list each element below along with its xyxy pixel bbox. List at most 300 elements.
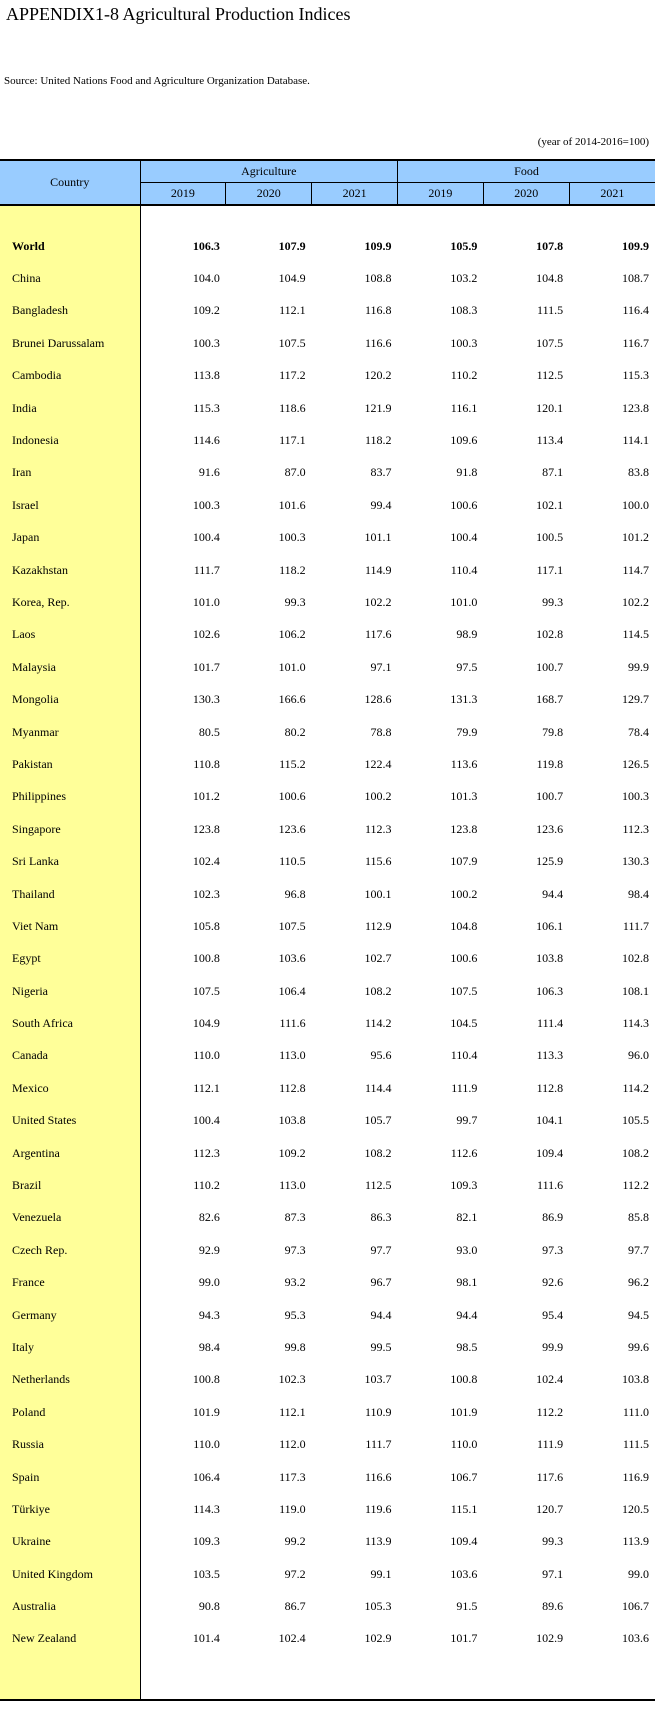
table-row bbox=[0, 1461, 655, 1493]
country-name: Sri Lanka bbox=[0, 845, 140, 877]
index-value: 97.2 bbox=[284, 1566, 306, 1581]
index-value: 114.9 bbox=[364, 562, 392, 577]
index-value: 103.6 bbox=[450, 1566, 478, 1581]
index-value: 115.1 bbox=[450, 1501, 478, 1516]
index-value: 131.3 bbox=[450, 692, 478, 707]
index-value: 109.4 bbox=[450, 1534, 478, 1549]
table-row bbox=[0, 619, 655, 651]
index-value: 117.2 bbox=[279, 368, 306, 383]
index-value: 99.3 bbox=[542, 594, 564, 609]
index-value: 113.4 bbox=[536, 433, 564, 448]
country-name: Canada bbox=[0, 1040, 140, 1072]
index-value: 106.7 bbox=[450, 1469, 478, 1484]
index-value: 98.4 bbox=[198, 1339, 220, 1354]
country-name: Myanmar bbox=[0, 716, 140, 748]
table-row bbox=[0, 1040, 655, 1072]
country-name: United Kingdom bbox=[0, 1558, 140, 1590]
index-value: 79.8 bbox=[542, 724, 564, 739]
index-value: 101.9 bbox=[450, 1404, 478, 1419]
index-value: 111.7 bbox=[365, 1437, 392, 1452]
index-value: 101.2 bbox=[622, 530, 649, 545]
table-row bbox=[0, 1202, 655, 1234]
index-value: 112.5 bbox=[536, 368, 564, 383]
index-value: 117.1 bbox=[279, 433, 306, 448]
index-value: 98.9 bbox=[456, 627, 478, 642]
index-value: 111.9 bbox=[537, 1437, 564, 1452]
country-name: Brunei Darussalam bbox=[0, 327, 140, 359]
index-value: 107.8 bbox=[536, 238, 564, 253]
index-value: 113.3 bbox=[536, 1048, 564, 1063]
index-value: 92.9 bbox=[198, 1242, 220, 1257]
index-value: 117.3 bbox=[279, 1469, 306, 1484]
table-row bbox=[0, 943, 655, 975]
country-column-header: Country bbox=[0, 160, 140, 205]
index-value: 107.9 bbox=[450, 854, 478, 869]
country-name: Bangladesh bbox=[0, 295, 140, 327]
country-name: Argentina bbox=[0, 1137, 140, 1169]
index-value: 87.1 bbox=[542, 465, 564, 480]
index-value: 109.6 bbox=[450, 433, 478, 448]
table-row bbox=[0, 392, 655, 424]
index-value: 108.8 bbox=[364, 271, 392, 286]
table-row bbox=[0, 554, 655, 586]
index-value: 87.0 bbox=[284, 465, 306, 480]
table-row bbox=[0, 1299, 655, 1331]
index-value: 91.5 bbox=[456, 1599, 478, 1614]
index-value: 111.7 bbox=[622, 918, 649, 933]
table-row bbox=[0, 1526, 655, 1558]
index-value: 107.5 bbox=[536, 335, 564, 350]
index-value: 99.4 bbox=[370, 497, 392, 512]
index-value: 123.8 bbox=[192, 821, 220, 836]
index-value: 82.1 bbox=[456, 1210, 478, 1225]
index-value: 100.4 bbox=[450, 530, 478, 545]
index-value: 115.6 bbox=[364, 854, 392, 869]
index-value: 105.9 bbox=[450, 238, 478, 253]
table-row bbox=[0, 1234, 655, 1266]
index-value: 113.8 bbox=[193, 368, 220, 383]
index-value: 130.3 bbox=[192, 692, 220, 707]
index-value: 106.4 bbox=[192, 1469, 220, 1484]
index-value: 100.8 bbox=[192, 951, 220, 966]
table-row bbox=[0, 586, 655, 618]
page-title: APPENDIX1-8 Agricultural Production Indices bbox=[6, 4, 351, 24]
index-value: 105.7 bbox=[364, 1113, 392, 1128]
index-value: 83.7 bbox=[370, 465, 392, 480]
index-value: 100.3 bbox=[622, 789, 649, 804]
index-value: 106.3 bbox=[192, 238, 220, 253]
index-value: 116.6 bbox=[364, 335, 392, 350]
index-value: 102.1 bbox=[536, 497, 564, 512]
country-name: Egypt bbox=[0, 943, 140, 975]
index-value: 103.6 bbox=[622, 1631, 649, 1646]
table-row bbox=[0, 845, 655, 877]
index-value: 104.0 bbox=[192, 271, 220, 286]
index-value: 89.6 bbox=[542, 1599, 564, 1614]
agriculture-group-header: Agriculture bbox=[140, 160, 398, 183]
index-value: 112.6 bbox=[450, 1145, 478, 1160]
index-value: 93.0 bbox=[456, 1242, 478, 1257]
year-column-header: 2020 bbox=[483, 183, 569, 206]
index-value: 168.7 bbox=[536, 692, 564, 707]
table-row bbox=[0, 1267, 655, 1299]
index-value: 100.4 bbox=[192, 530, 220, 545]
index-value: 123.6 bbox=[536, 821, 564, 836]
index-value: 116.1 bbox=[450, 400, 478, 415]
index-value: 102.8 bbox=[622, 951, 649, 966]
index-value: 109.3 bbox=[450, 1178, 478, 1193]
country-name: Laos bbox=[0, 619, 140, 651]
index-value: 102.9 bbox=[364, 1631, 392, 1646]
index-value: 113.9 bbox=[622, 1534, 649, 1549]
index-value: 96.0 bbox=[628, 1048, 649, 1063]
index-value: 99.7 bbox=[456, 1113, 478, 1128]
country-name: New Zealand bbox=[0, 1623, 140, 1655]
index-value: 114.7 bbox=[622, 562, 649, 577]
index-value: 108.2 bbox=[622, 1145, 649, 1160]
index-value: 97.1 bbox=[370, 659, 392, 674]
index-value: 106.4 bbox=[278, 983, 306, 998]
index-value: 100.2 bbox=[450, 886, 478, 901]
index-value: 103.5 bbox=[192, 1566, 220, 1581]
table-row bbox=[0, 651, 655, 683]
table-row bbox=[0, 813, 655, 845]
units-note: (year of 2014-2016=100) bbox=[537, 136, 649, 148]
index-value: 101.1 bbox=[364, 530, 392, 545]
index-value: 96.7 bbox=[370, 1275, 392, 1290]
country-name: Poland bbox=[0, 1396, 140, 1428]
country-name: Japan bbox=[0, 522, 140, 554]
table-row bbox=[0, 1105, 655, 1137]
index-value: 97.7 bbox=[370, 1242, 392, 1257]
index-value: 100.3 bbox=[278, 530, 306, 545]
table-row bbox=[0, 360, 655, 392]
index-value: 106.3 bbox=[536, 983, 564, 998]
index-value: 113.9 bbox=[364, 1534, 392, 1549]
table-row bbox=[0, 1623, 655, 1655]
index-value: 104.8 bbox=[450, 918, 478, 933]
index-value: 91.6 bbox=[198, 465, 220, 480]
index-value: 112.3 bbox=[622, 821, 649, 836]
country-name: Venezuela bbox=[0, 1202, 140, 1234]
index-value: 102.4 bbox=[192, 854, 220, 869]
index-value: 100.6 bbox=[450, 951, 478, 966]
index-value: 100.2 bbox=[364, 789, 392, 804]
index-value: 125.9 bbox=[536, 854, 564, 869]
country-name: Kazakhstan bbox=[0, 554, 140, 586]
index-value: 94.4 bbox=[542, 886, 564, 901]
index-value: 110.9 bbox=[364, 1404, 392, 1419]
index-value: 114.3 bbox=[193, 1501, 220, 1516]
table-row bbox=[0, 1072, 655, 1104]
country-name: Italy bbox=[0, 1331, 140, 1363]
index-value: 78.4 bbox=[628, 724, 649, 739]
index-value: 95.3 bbox=[284, 1307, 306, 1322]
country-name: Philippines bbox=[0, 781, 140, 813]
index-value: 110.2 bbox=[450, 368, 478, 383]
index-value: 114.2 bbox=[364, 1016, 392, 1031]
table-row bbox=[0, 1428, 655, 1460]
index-value: 97.5 bbox=[456, 659, 478, 674]
index-value: 102.4 bbox=[278, 1631, 306, 1646]
index-value: 112.1 bbox=[193, 1080, 220, 1095]
country-name: Pakistan bbox=[0, 748, 140, 780]
index-value: 103.7 bbox=[364, 1372, 392, 1387]
country-name: France bbox=[0, 1267, 140, 1299]
index-value: 112.9 bbox=[364, 918, 392, 933]
index-value: 119.8 bbox=[536, 756, 564, 771]
table-row bbox=[0, 327, 655, 359]
table-row bbox=[0, 262, 655, 294]
index-value: 80.2 bbox=[284, 724, 306, 739]
index-value: 86.7 bbox=[284, 1599, 306, 1614]
index-value: 114.5 bbox=[622, 627, 649, 642]
table-row bbox=[0, 1558, 655, 1590]
index-value: 101.9 bbox=[192, 1404, 220, 1419]
index-value: 100.8 bbox=[192, 1372, 220, 1387]
table-row bbox=[0, 230, 655, 262]
country-name: Cambodia bbox=[0, 360, 140, 392]
index-value: 99.8 bbox=[284, 1339, 306, 1354]
table-row bbox=[0, 457, 655, 489]
index-value: 97.7 bbox=[628, 1242, 649, 1257]
index-value: 110.2 bbox=[193, 1178, 220, 1193]
index-value: 100.5 bbox=[536, 530, 564, 545]
country-name: Czech Rep. bbox=[0, 1234, 140, 1266]
index-value: 166.6 bbox=[278, 692, 306, 707]
index-value: 100.7 bbox=[536, 659, 564, 674]
index-value: 100.3 bbox=[192, 497, 220, 512]
index-value: 105.5 bbox=[622, 1113, 649, 1128]
index-value: 103.8 bbox=[536, 951, 564, 966]
country-name: Brazil bbox=[0, 1169, 140, 1201]
index-value: 109.9 bbox=[364, 238, 392, 253]
index-value: 99.3 bbox=[284, 594, 306, 609]
table-row bbox=[0, 1396, 655, 1428]
index-value: 116.7 bbox=[622, 335, 649, 350]
index-value: 94.3 bbox=[198, 1307, 220, 1322]
index-value: 110.0 bbox=[193, 1437, 220, 1452]
index-value: 107.5 bbox=[278, 335, 306, 350]
index-value: 90.8 bbox=[198, 1599, 220, 1614]
index-value: 111.7 bbox=[193, 562, 220, 577]
index-value: 101.0 bbox=[450, 594, 478, 609]
table-row bbox=[0, 1137, 655, 1169]
index-value: 113.6 bbox=[450, 756, 478, 771]
index-value: 102.3 bbox=[278, 1372, 306, 1387]
table-row bbox=[0, 1331, 655, 1363]
index-value: 105.3 bbox=[364, 1599, 392, 1614]
year-column-header: 2021 bbox=[312, 183, 398, 206]
index-value: 101.0 bbox=[278, 659, 306, 674]
index-value: 112.1 bbox=[279, 1404, 306, 1419]
index-value: 100.3 bbox=[450, 335, 478, 350]
index-value: 118.2 bbox=[279, 562, 306, 577]
index-value: 117.6 bbox=[536, 1469, 564, 1484]
index-value: 123.8 bbox=[450, 821, 478, 836]
index-value: 109.4 bbox=[536, 1145, 564, 1160]
index-value: 116.9 bbox=[622, 1469, 649, 1484]
index-value: 100.3 bbox=[192, 335, 220, 350]
index-value: 110.8 bbox=[193, 756, 220, 771]
index-value: 102.6 bbox=[192, 627, 220, 642]
index-value: 82.6 bbox=[198, 1210, 220, 1225]
index-value: 123.8 bbox=[622, 400, 649, 415]
index-value: 112.3 bbox=[364, 821, 392, 836]
index-value: 100.8 bbox=[450, 1372, 478, 1387]
index-value: 94.4 bbox=[456, 1307, 478, 1322]
index-value: 113.0 bbox=[279, 1178, 306, 1193]
index-value: 101.0 bbox=[192, 594, 220, 609]
index-value: 93.2 bbox=[284, 1275, 306, 1290]
index-value: 91.8 bbox=[456, 465, 478, 480]
index-value: 128.6 bbox=[364, 692, 392, 707]
index-value: 115.3 bbox=[622, 368, 649, 383]
index-value: 83.8 bbox=[628, 465, 649, 480]
index-value: 108.2 bbox=[364, 1145, 392, 1160]
index-value: 104.9 bbox=[192, 1016, 220, 1031]
country-name: Thailand bbox=[0, 878, 140, 910]
index-value: 113.0 bbox=[279, 1048, 306, 1063]
index-value: 112.0 bbox=[279, 1437, 306, 1452]
country-name: Indonesia bbox=[0, 424, 140, 456]
table-row bbox=[0, 1169, 655, 1201]
index-value: 106.7 bbox=[622, 1599, 649, 1614]
index-value: 108.1 bbox=[622, 983, 649, 998]
country-name: Spain bbox=[0, 1461, 140, 1493]
index-value: 97.1 bbox=[542, 1566, 564, 1581]
index-value: 98.5 bbox=[456, 1339, 478, 1354]
country-name: Germany bbox=[0, 1299, 140, 1331]
index-value: 114.2 bbox=[622, 1080, 649, 1095]
country-name: Australia bbox=[0, 1590, 140, 1622]
index-value: 105.8 bbox=[192, 918, 220, 933]
index-value: 99.6 bbox=[628, 1339, 649, 1354]
index-value: 107.5 bbox=[192, 983, 220, 998]
index-value: 104.8 bbox=[536, 271, 564, 286]
index-value: 130.3 bbox=[622, 854, 649, 869]
index-value: 102.2 bbox=[622, 594, 649, 609]
table-row bbox=[0, 878, 655, 910]
index-value: 103.6 bbox=[278, 951, 306, 966]
index-value: 108.7 bbox=[622, 271, 649, 286]
index-value: 110.4 bbox=[450, 562, 478, 577]
index-value: 109.2 bbox=[278, 1145, 306, 1160]
index-value: 98.4 bbox=[628, 886, 649, 901]
country-name: Singapore bbox=[0, 813, 140, 845]
index-value: 116.8 bbox=[364, 303, 392, 318]
country-name: Nigeria bbox=[0, 975, 140, 1007]
index-value: 78.8 bbox=[370, 724, 392, 739]
index-value: 108.2 bbox=[364, 983, 392, 998]
index-value: 117.6 bbox=[364, 627, 392, 642]
index-value: 114.4 bbox=[364, 1080, 392, 1095]
index-value: 102.3 bbox=[192, 886, 220, 901]
table-row bbox=[0, 1493, 655, 1525]
table-row bbox=[0, 683, 655, 715]
index-value: 99.9 bbox=[542, 1339, 564, 1354]
country-name: Viet Nam bbox=[0, 910, 140, 942]
index-value: 99.0 bbox=[628, 1566, 649, 1581]
index-value: 115.3 bbox=[193, 400, 220, 415]
table-body bbox=[0, 205, 655, 1700]
index-value: 107.9 bbox=[278, 238, 306, 253]
index-value: 102.7 bbox=[364, 951, 392, 966]
index-value: 112.8 bbox=[536, 1080, 564, 1095]
index-value: 95.6 bbox=[370, 1048, 392, 1063]
country-name: India bbox=[0, 392, 140, 424]
index-value: 98.1 bbox=[456, 1275, 478, 1290]
index-value: 123.6 bbox=[278, 821, 306, 836]
country-name: Ukraine bbox=[0, 1526, 140, 1558]
index-value: 86.9 bbox=[542, 1210, 564, 1225]
index-value: 85.8 bbox=[628, 1210, 649, 1225]
index-value: 99.1 bbox=[370, 1566, 392, 1581]
index-value: 114.3 bbox=[622, 1016, 649, 1031]
index-value: 100.7 bbox=[536, 789, 564, 804]
year-column-header: 2020 bbox=[226, 183, 312, 206]
index-value: 120.2 bbox=[364, 368, 392, 383]
country-name: Malaysia bbox=[0, 651, 140, 683]
table-row bbox=[0, 1364, 655, 1396]
index-value: 86.3 bbox=[370, 1210, 392, 1225]
index-value: 112.2 bbox=[536, 1404, 564, 1419]
index-value: 104.5 bbox=[450, 1016, 478, 1031]
country-name: Mexico bbox=[0, 1072, 140, 1104]
country-name: Israel bbox=[0, 489, 140, 521]
index-value: 111.6 bbox=[537, 1178, 564, 1193]
index-value: 110.5 bbox=[279, 854, 306, 869]
country-name: South Africa bbox=[0, 1007, 140, 1039]
index-value: 101.2 bbox=[192, 789, 220, 804]
country-name: Mongolia bbox=[0, 683, 140, 715]
index-value: 99.2 bbox=[284, 1534, 306, 1549]
index-value: 104.1 bbox=[536, 1113, 564, 1128]
index-value: 126.5 bbox=[622, 756, 649, 771]
index-value: 100.1 bbox=[364, 886, 392, 901]
food-group-header: Food bbox=[398, 160, 656, 183]
index-value: 111.5 bbox=[537, 303, 564, 318]
index-value: 102.9 bbox=[536, 1631, 564, 1646]
table-row bbox=[0, 295, 655, 327]
index-value: 112.2 bbox=[622, 1178, 649, 1193]
index-value: 114.6 bbox=[193, 433, 220, 448]
index-value: 106.1 bbox=[536, 918, 564, 933]
index-value: 80.5 bbox=[198, 724, 220, 739]
country-name: Türkiye bbox=[0, 1493, 140, 1525]
index-value: 104.9 bbox=[278, 271, 306, 286]
index-value: 111.6 bbox=[279, 1016, 306, 1031]
country-name: China bbox=[0, 262, 140, 294]
table-row bbox=[0, 489, 655, 521]
index-value: 117.1 bbox=[536, 562, 564, 577]
index-value: 101.7 bbox=[192, 659, 220, 674]
index-value: 119.6 bbox=[364, 1501, 392, 1516]
country-name: Iran bbox=[0, 457, 140, 489]
index-value: 120.1 bbox=[536, 400, 564, 415]
country-name: World bbox=[0, 230, 140, 262]
country-name: Russia bbox=[0, 1428, 140, 1460]
index-value: 101.4 bbox=[192, 1631, 220, 1646]
index-value: 97.3 bbox=[542, 1242, 564, 1257]
index-value: 119.0 bbox=[279, 1501, 306, 1516]
index-value: 94.5 bbox=[628, 1307, 649, 1322]
country-name: Netherlands bbox=[0, 1364, 140, 1396]
index-value: 101.3 bbox=[450, 789, 478, 804]
table-row bbox=[0, 910, 655, 942]
index-value: 110.0 bbox=[193, 1048, 220, 1063]
table-row bbox=[0, 975, 655, 1007]
